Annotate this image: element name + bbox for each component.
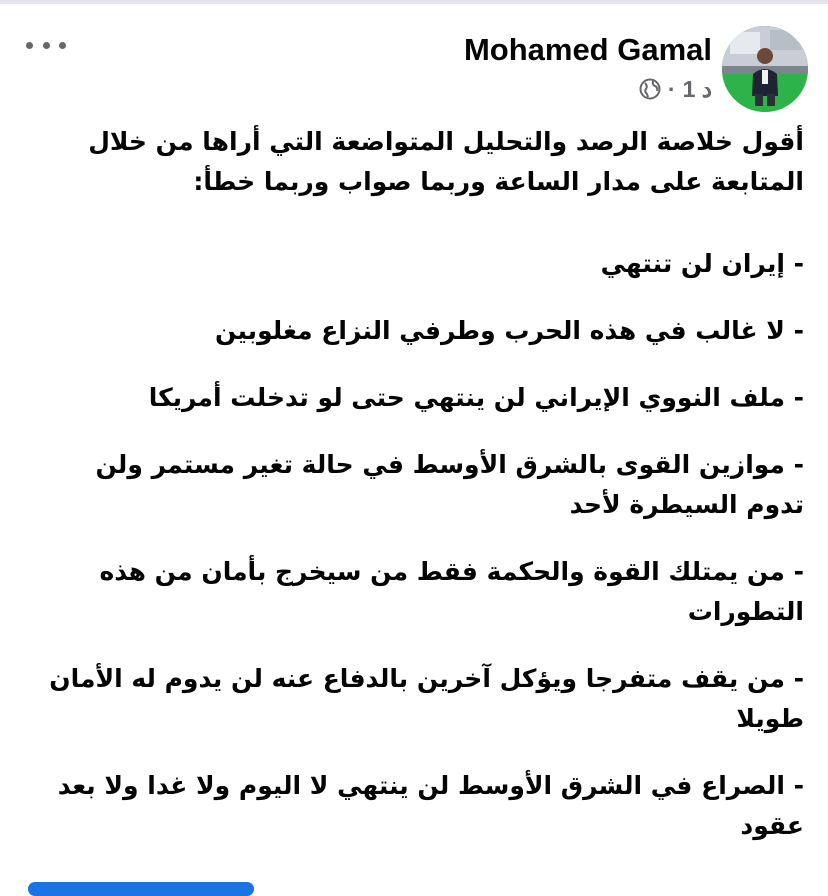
avatar-image xyxy=(722,26,808,112)
post-intro: أقول خلاصة الرصد والتحليل المتواضعة التي أراها من خلال المتابعة على مدار الساعة وربما صواب وربما خطأ: xyxy=(88,127,804,196)
post-point: - من يمتلك القوة والحكمة فقط من سيخرج بأمان من هذه التطورات xyxy=(99,557,804,626)
post-point: - موازين القوى بالشرق الأوسط في حالة تغير مستمر ولن تدوم السيطرة لأحد xyxy=(95,450,804,519)
more-options-icon-dot xyxy=(59,42,66,49)
post-point: - لا غالب في هذه الحرب وطرفي النزاع مغلوبين xyxy=(214,316,804,345)
post-point: - الصراع في الشرق الأوسط لن ينتهي لا اليوم ولا غدا ولا بعد عقود xyxy=(57,771,804,840)
more-options-button[interactable] xyxy=(26,30,66,60)
post-point: - من يقف متفرجا ويؤكل آخرين بالدفاع عنه لن يدوم له الأمان طويلا xyxy=(49,664,804,733)
top-divider xyxy=(0,0,828,4)
meta-separator: · xyxy=(667,75,676,102)
globe-icon xyxy=(639,78,661,100)
more-options-icon-dot xyxy=(43,42,50,49)
post-point: - إيران لن تنتهي xyxy=(600,249,804,278)
avatar[interactable] xyxy=(722,26,808,112)
post-body xyxy=(48,122,804,873)
author-name[interactable]: Mohamed Gamal xyxy=(463,32,712,67)
post-meta xyxy=(639,74,712,104)
post-point: - ملف النووي الإيراني لن ينتهي حتى لو تدخلت أمريكا xyxy=(148,383,804,412)
bottom-button-edge[interactable] xyxy=(28,882,254,896)
post-time[interactable]: 1 د xyxy=(682,75,712,102)
more-options-icon xyxy=(26,42,33,49)
